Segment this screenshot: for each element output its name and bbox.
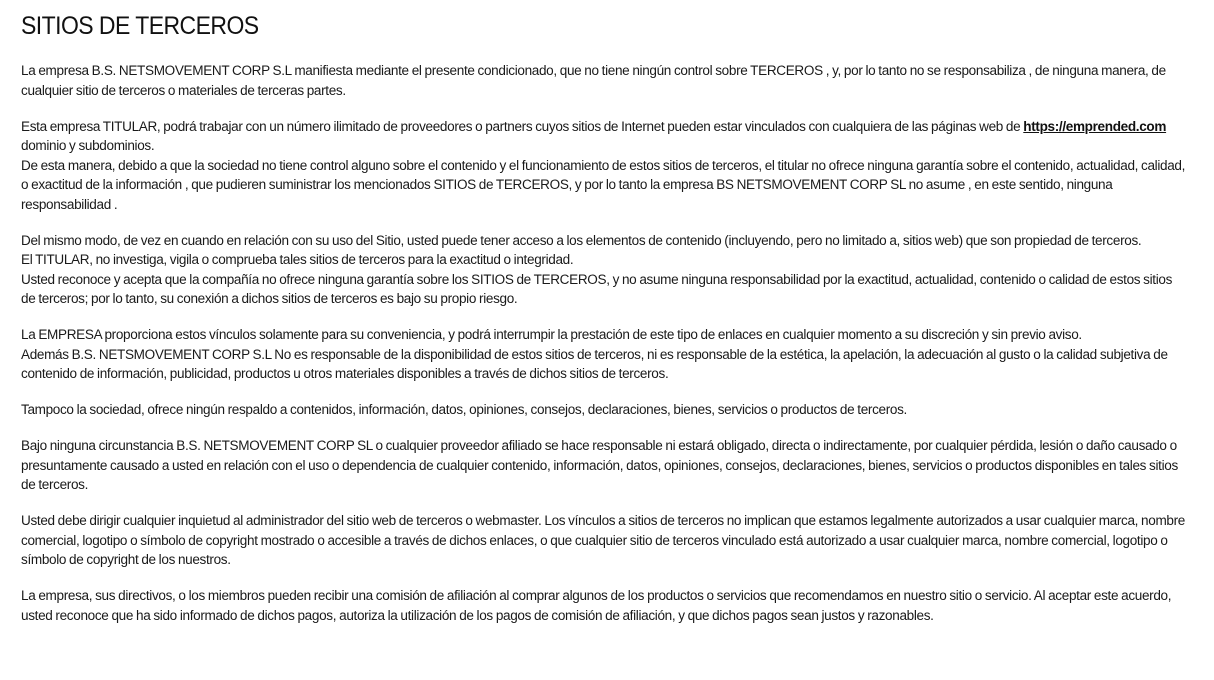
- convenience-line-1: La EMPRESA proporciona estos vínculos solamente para su conveniencia, y podrá interrumpir la prestación de este tipo de enlaces en cualquier momento a su discreción y sin previo aviso.: [21, 327, 1082, 343]
- paragraph-webmaster: Usted debe dirigir cualquier inquietud al administrador del sitio web de terceros o webmaster. Los vínculos a sitios de terceros no implican que estamos legalmente autorizados a usar cualquier marca, nombre comercial, logotipo o símbolo de copyright mostrado o accesible a través de dichos enlaces, o que cualquier sitio de terceros vinculado está autorizado a usar cualquier marca, nombre comercial, logotipo o símbolo de copyright de los nuestros.: [21, 513, 1185, 568]
- paragraph-liability: Bajo ninguna circunstancia B.S. NETSMOVEMENT CORP SL o cualquier proveedor afiliado se hace responsable ni estará obligado, directa o indirectamente, por cualquier pérdida, lesión o daño causado o presuntamente causado a usted en relación con el uso o dependencia de cualquier contenido, información, datos, opiniones, consejos, declaraciones, bienes, servicios o productos disponibles en tales sitios de terceros.: [21, 438, 1178, 493]
- convenience-line-2: Además B.S. NETSMOVEMENT CORP S.L No es responsable de la disponibilidad de estos sitios de terceros, ni es responsable de la estética, la apelación, la adecuación al gusto o la calidad subjetiva de contenido de información, publicidad, productos u otros materiales disponibles a través de dichos sitios de terceros.: [21, 346, 1168, 382]
- paragraph-no-endorsement: Tampoco la sociedad, ofrece ningún respaldo a contenidos, información, datos, opiniones, consejos, declaraciones, bienes, servicios o productos de terceros.: [21, 402, 908, 418]
- partners-line: [21, 118, 1188, 157]
- page-title: SITIOS DE TERCEROS: [21, 12, 259, 40]
- paragraph-no-control: La empresa B.S. NETSMOVEMENT CORP S.L manifiesta mediante el presente condicionado, que no tiene ningún control sobre TERCEROS , y, por lo tanto no se responsabiliza , de ninguna manera, de cualquier sitio de terceros o materiales de terceras partes.: [21, 63, 1166, 99]
- third-party-line-1: Del mismo modo, de vez en cuando en relación con su uso del Sitio, usted puede tener acceso a los elementos de contenido (incluyendo, pero no limitado a, sitios web) que son propiedad de terceros.: [21, 232, 1142, 249]
- third-party-line-3: Usted reconoce y acepta que la compañía no ofrece ninguna garantía sobre los SITIOS de TERCEROS, y no asume ninguna responsabilidad por la exactitud, actualidad, contenido o calidad de estos sitios de terceros; por lo tanto, su conexión a dichos sitios de terceros es bajo su propio riesgo.: [21, 271, 1173, 307]
- partners-text-end: dominio y subdominios.: [21, 138, 155, 154]
- paragraph-third-party-content: [21, 232, 1188, 310]
- paragraph-convenience-links: [21, 326, 1188, 385]
- third-party-line-2: El TITULAR, no investiga, vigila o comprueba tales sitios de terceros para la exactitud o integridad.: [21, 252, 574, 268]
- partners-text: Esta empresa TITULAR, podrá trabajar con un número ilimitado de proveedores o partners cuyos sitios de Internet pueden estar vinculados con cualquiera de las páginas web de: [21, 118, 1024, 135]
- terms-document: [21, 10, 1189, 643]
- paragraph-partners: [21, 118, 1188, 216]
- emprended-link[interactable]: https://emprended.com: [1023, 118, 1167, 135]
- partners-disclaimer-line: De esta manera, debido a que la sociedad no tiene control alguno sobre el contenido y el funcionamiento de estos sitios de terceros, el titular no ofrece ninguna garantía sobre el contenido, actualidad, calidad, o exactitud de la información , que pudieren suministrar los mencionados SITIOS de TERCEROS, y por lo tanto la empresa BS NETSMOVEMENT CORP SL no asume , en este sentido, ninguna responsabilidad .: [21, 157, 1186, 213]
- paragraph-affiliate-commission: La empresa, sus directivos, o los miembros pueden recibir una comisión de afiliación al comprar algunos de los productos o servicios que recomendamos en nuestro sitio o servicio. Al aceptar este acuerdo, usted reconoce que ha sido informado de dichos pagos, autoriza la utilización de los pagos de comisión de afiliación, y que dichos pagos sean justos y razonables.: [21, 588, 1172, 624]
